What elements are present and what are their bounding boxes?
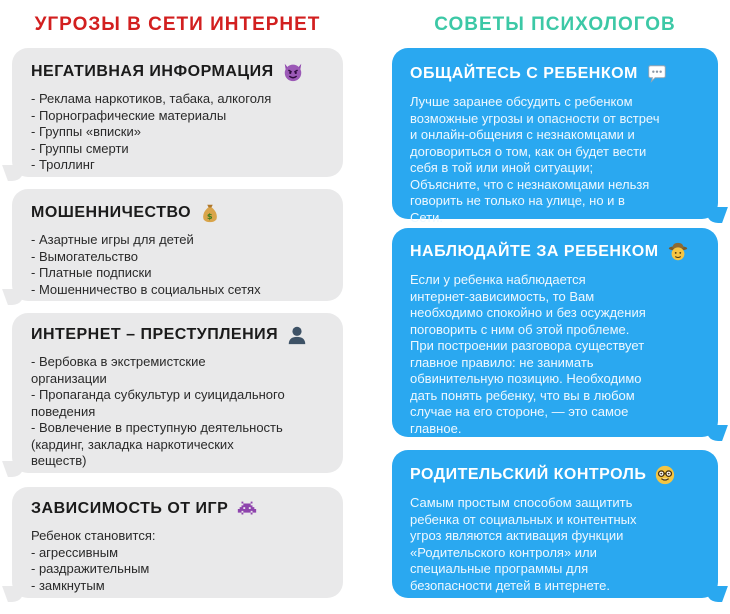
speech-bubble-icon xyxy=(646,63,668,85)
card-body: Самым простым способом защитить ребенка от социальных и контентных угроз являются активация функции «Родительского контроля» или специальные программы для безопасности детей в интернете. xyxy=(410,495,637,593)
bust-silhouette-icon xyxy=(286,324,308,346)
card-body: - Вербовка в экстремистские организации - Пропаганда субкультур и суицидального поведения - Вовлечение в преступную деятельность (кардинг, закладка наркотических веществ) xyxy=(31,354,285,468)
card-body: - Азартные игры для детей - Вымогательство - Платные подписки - Мошенничество в социальных сетях xyxy=(31,232,261,297)
devil-face-icon xyxy=(282,61,304,83)
card-watch-child xyxy=(392,228,718,437)
card-body: Лучше заранее обсудить с ребенком возможные угрозы и опасности от встреч и онлайн-общения с незнакомцами и договориться о том, как он будет вести себя в той или иной ситуации; Объясните, что с незнакомцами нельзя говорить не только на улице, но и в Сети. xyxy=(410,94,660,225)
card-negative-info xyxy=(12,48,343,177)
detective-icon xyxy=(667,241,689,263)
card-heading: НАБЛЮДАЙТЕ ЗА РЕБЕНКОМ xyxy=(410,241,704,263)
nerd-face-icon xyxy=(654,464,676,486)
card-heading: МОШЕННИЧЕСТВО $ xyxy=(31,202,329,224)
card-heading: ЗАВИСИМОСТЬ ОТ ИГР xyxy=(31,498,329,520)
card-parental-control xyxy=(392,450,718,598)
threats-title: УГРОЗЫ В СЕТИ ИНТЕРНЕТ xyxy=(34,14,321,35)
card-heading: ИНТЕРНЕТ – ПРЕСТУПЛЕНИЯ xyxy=(31,324,329,346)
card-body: Ребенок становится: - агрессивным - раздражительным - замкнутым xyxy=(31,528,156,593)
card-heading: НЕГАТИВНАЯ ИНФОРМАЦИЯ xyxy=(31,61,329,83)
card-heading: ОБЩАЙТЕСЬ С РЕБЕНКОМ xyxy=(410,63,704,85)
advice-title: СОВЕТЫ ПСИХОЛОГОВ xyxy=(434,14,676,35)
space-invader-icon xyxy=(236,498,258,520)
card-game-addiction xyxy=(12,487,343,598)
card-body: Если у ребенка наблюдается интернет-зависимость, то Вам необходимо спокойно и без осуждения поговорить с ним об этой проблеме. При построении разговора существует главное правило: не занимать обвинительную позицию. Необходимо дать понять ребенку, что вы в любом случае на его стороне, — это самое главное. xyxy=(410,272,646,436)
card-fraud xyxy=(12,189,343,301)
card-body: - Реклама наркотиков, табака, алкоголя - Порнографические материалы - Группы «вписки» - Группы смерти - Троллинг xyxy=(31,91,272,172)
svg-text:$: $ xyxy=(206,210,214,221)
money-bag-icon xyxy=(199,202,221,224)
card-internet-crimes xyxy=(12,313,343,473)
card-heading: РОДИТЕЛЬСКИЙ КОНТРОЛЬ xyxy=(410,464,704,486)
card-talk-to-child xyxy=(392,48,718,225)
